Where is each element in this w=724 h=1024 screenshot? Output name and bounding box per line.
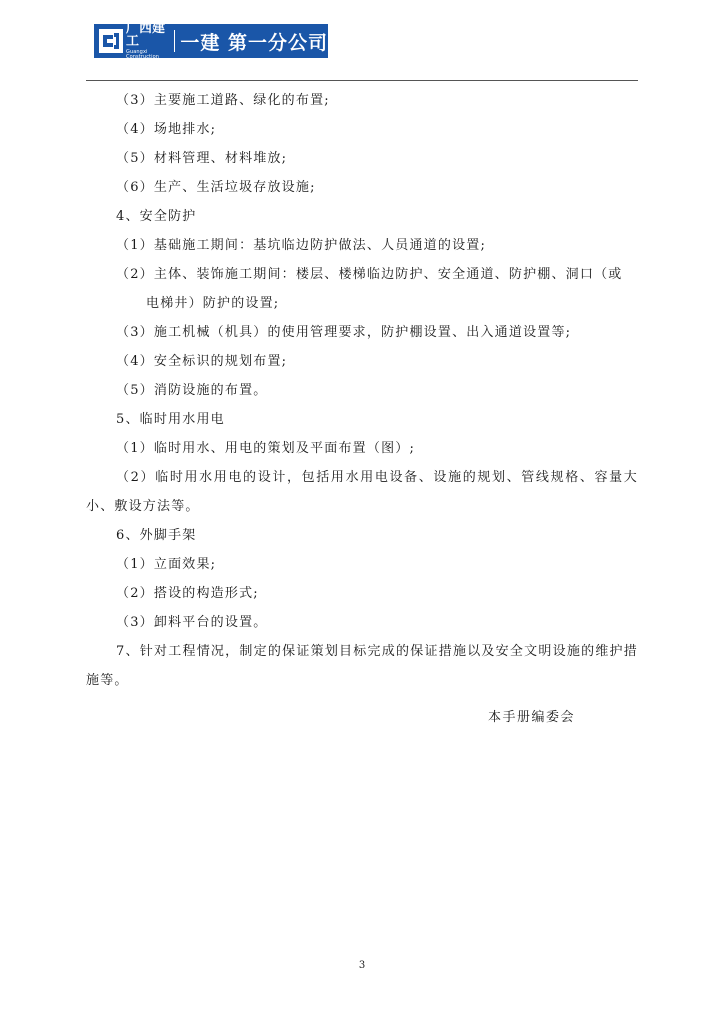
logo-subtitle: 一建 第一分公司 — [180, 31, 328, 54]
section-heading: 6、外脚手架 — [116, 528, 197, 543]
document-body — [86, 86, 638, 695]
list-item: （1）立面效果; — [116, 557, 217, 572]
section-paragraph: 7、针对工程情况，制定的保证策划目标完成的保证措施以及安全文明设施的维护措施等。 — [86, 644, 638, 688]
logo-separator — [174, 30, 176, 52]
company-logo-icon — [99, 29, 123, 53]
list-item: （3）卸料平台的设置。 — [116, 615, 268, 630]
list-item: （4）安全标识的规划布置; — [116, 354, 288, 369]
section-heading: 4、安全防护 — [116, 209, 197, 224]
header-divider — [86, 80, 638, 81]
list-item: （2）主体、装饰施工期间：楼层、楼梯临边防护、安全通道、防护棚、洞口（或 — [116, 267, 623, 282]
logo-english-name: Guangxi Construction — [126, 49, 160, 60]
section-heading: 5、临时用水用电 — [116, 412, 225, 427]
list-item: （5）材料管理、材料堆放; — [116, 151, 288, 166]
logo-chinese-name: 广西建工 — [126, 21, 166, 49]
signature: 本手册编委会 — [488, 710, 576, 725]
page-number: 3 — [358, 960, 366, 971]
list-item: （2）搭设的构造形式; — [116, 586, 259, 601]
list-item: （2）临时用水用电的设计，包括用水用电设备、设施的规划、管线规格、容量大小、敷设方法等。 — [86, 470, 638, 514]
list-item-continuation: 电梯井）防护的设置; — [146, 296, 280, 311]
company-logo — [94, 21, 328, 60]
list-item: （1）基础施工期间：基坑临边防护做法、人员通道的设置; — [116, 238, 487, 253]
list-item: （1）临时用水、用电的策划及平面布置（图）; — [116, 441, 416, 456]
list-item: （6）生产、生活垃圾存放设施; — [116, 180, 316, 195]
list-item: （3）主要施工道路、绿化的布置; — [116, 93, 330, 108]
list-item: （3）施工机械（机具）的使用管理要求，防护棚设置、出入通道设置等; — [116, 325, 572, 340]
list-item: （5）消防设施的布置。 — [116, 383, 268, 398]
list-item: （4）场地排水; — [116, 122, 217, 137]
